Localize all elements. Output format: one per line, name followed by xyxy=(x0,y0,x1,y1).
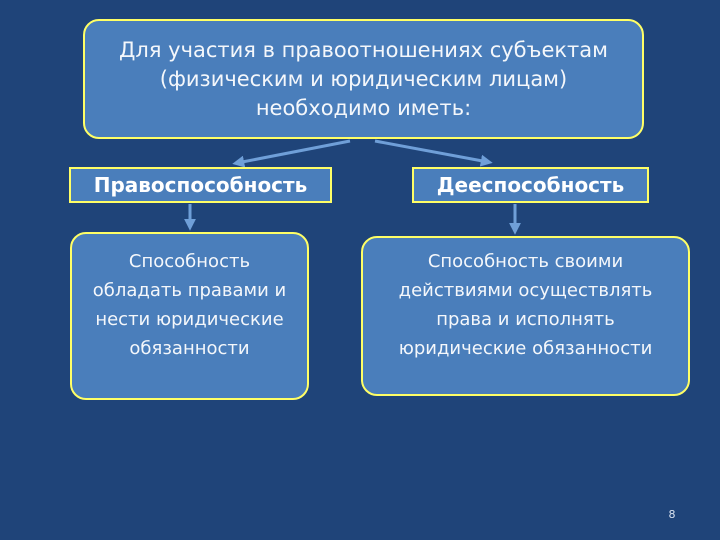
active-capacity-description-box xyxy=(361,236,690,396)
legal-capacity-label-box xyxy=(69,167,332,203)
page-number: 8 xyxy=(668,508,676,521)
top-statement-text: Для участия в правоотношениях субъектам (физическим и юридическим лицам) необходимо иметь: xyxy=(119,37,608,120)
top-statement-box xyxy=(83,19,644,139)
active-capacity-description: Способность своими действиями осуществлять права и исполнять юридические обязанности xyxy=(398,251,653,359)
active-capacity-label-box xyxy=(412,167,649,203)
legal-capacity-description-box xyxy=(70,232,309,400)
legal-capacity-description: Способность обладать правами и нести юридические обязанности xyxy=(92,251,287,359)
legal-capacity-label: Правоспособность xyxy=(93,173,308,197)
arrow-to-left-label xyxy=(237,141,350,163)
active-capacity-label: Дееспособность xyxy=(436,173,625,197)
arrow-to-right-label xyxy=(375,141,488,162)
